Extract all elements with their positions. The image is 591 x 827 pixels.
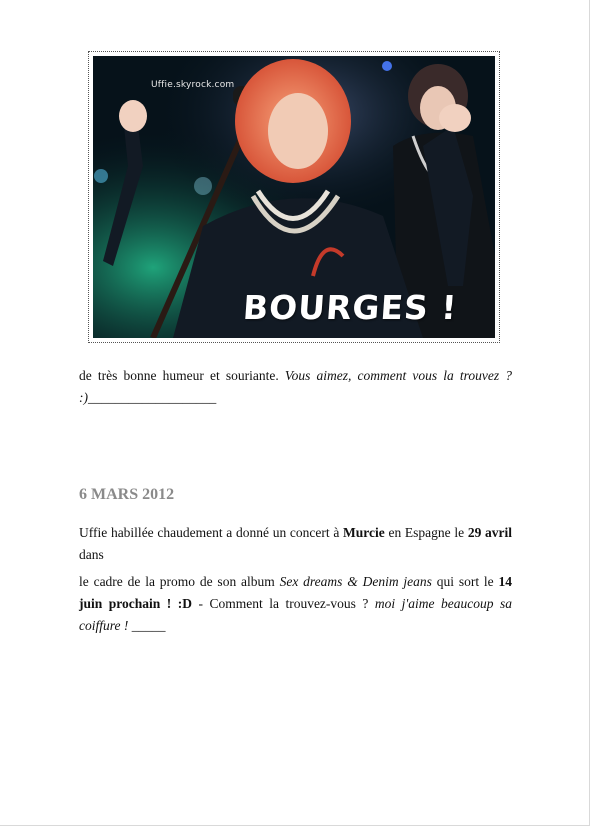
paragraph-2-bold-city: Murcie — [343, 525, 385, 540]
concert-photo — [93, 56, 495, 338]
paragraph-1-text: de très bonne humeur et souriante. — [79, 368, 285, 383]
paragraph-3-bold-date: 14 juin prochain ! :D — [79, 574, 512, 611]
paragraph-1 — [79, 365, 512, 409]
paragraph-1-line: ___________________ — [88, 390, 217, 405]
paragraph-3-album-title: Sex dreams & Denim jeans — [279, 574, 432, 589]
paragraph-3-line: _____ — [128, 618, 166, 633]
photo-watermark: Uffie.skyrock.com — [151, 80, 235, 90]
paragraph-3-italic-comment: moi j'aime beaucoup sa coiffure ! — [79, 596, 512, 633]
photo-frame — [88, 51, 500, 343]
paragraph-2-bold-date: 29 avril — [467, 525, 513, 540]
paragraph-2-text-2: en Espagne le — [384, 525, 468, 540]
paragraph-2-text-1: Uffie habillée chaudement a donné un concert à — [79, 525, 344, 540]
paragraph-3 — [79, 571, 512, 637]
paragraph-1-italic: Vous aimez, comment vous la trouvez ? :) — [79, 368, 512, 405]
paragraph-3-text-2: qui sort le — [431, 574, 499, 589]
date-heading: 6 MARS 2012 — [79, 486, 175, 503]
paragraph-3-text-1: le cadre de la promo de son album — [79, 574, 280, 589]
paragraph-3-text-3: - Comment la trouvez-vous ? — [192, 596, 375, 611]
photo-caption: BOURGES ! — [241, 288, 459, 327]
paragraph-2-text-3: dans — [79, 547, 104, 562]
paragraph-2 — [79, 522, 512, 566]
